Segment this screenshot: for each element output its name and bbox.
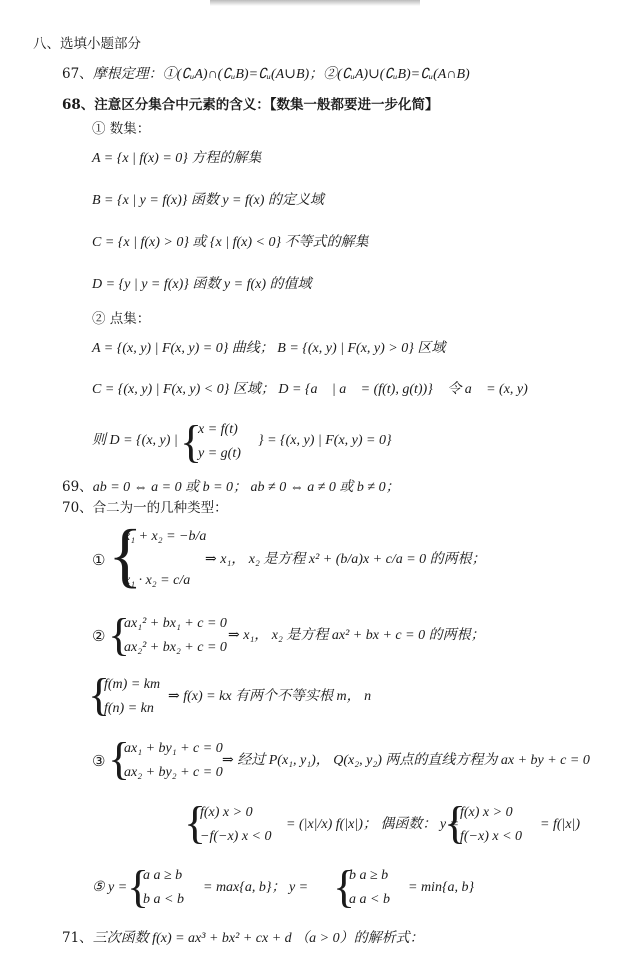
- left-brace: {: [444, 797, 467, 848]
- item-70-number: 70、: [62, 500, 93, 516]
- system-y: y = g(t): [198, 446, 241, 461]
- max-piece-1: a a ≥ b: [143, 868, 183, 883]
- set-b-domain: B = {x | y = f(x)} 函数 y = f(x) 的定义域: [92, 193, 324, 208]
- top-edge-fade: [210, 0, 420, 6]
- even-result: = f(|x|): [540, 817, 581, 832]
- left-brace: {: [88, 669, 111, 720]
- fn-equals-kn: f(n) = kn: [104, 701, 154, 716]
- even-piece-2: f(−x) x < 0: [460, 829, 523, 844]
- item-67-number: 67、: [62, 66, 93, 82]
- min-piece-1: b a ≥ b: [349, 868, 389, 883]
- circle-3-marker: ③: [92, 752, 106, 770]
- left-brace: {: [108, 515, 143, 595]
- circle-2-marker: ②: [92, 627, 106, 645]
- vieta-product: x₁ · x₂ = c/a: [124, 573, 191, 588]
- item-69-text: ab = 0 ⇔ a = 0 或 b = 0； ab ≠ 0 ⇔ a ≠ 0 或 b ≠ 0；: [92, 480, 400, 495]
- max-result: = max{a, b}； y =: [203, 880, 309, 895]
- point-set-line-3-right: } = {(x, y) | F(x, y) = 0}: [258, 433, 392, 448]
- item-68-number: 68、: [62, 97, 95, 113]
- item-71: [62, 930, 424, 948]
- min-piece-2: a a < b: [349, 892, 390, 907]
- item-67: [62, 66, 470, 84]
- left-brace: {: [333, 861, 356, 912]
- left-brace: {: [127, 861, 150, 912]
- left-brace: {: [108, 609, 131, 660]
- set-d-range: D = {y | y = f(x)} 函数 y = f(x) 的值域: [92, 277, 312, 292]
- number-set-heading: ① 数集：: [92, 121, 151, 137]
- item-69-number: 69、: [62, 479, 93, 495]
- max-piece-2: b a < b: [143, 892, 184, 907]
- fixed-point-result: ⇒ f(x) = kx 有两个不等实根 m， n: [168, 689, 372, 704]
- line-point-eq-1: ax₁ + by₁ + c = 0: [124, 741, 223, 756]
- set-c-inequality: C = {x | f(x) > 0} 或 {x | f(x) < 0} 不等式的解集: [92, 235, 369, 250]
- line-point-eq-2: ax₂ + by₂ + c = 0: [124, 765, 223, 780]
- vieta-result: ⇒ x₁， x₂ 是方程 x² + (b/a)x + c/a = 0 的两根；: [205, 552, 486, 567]
- odd-piece-2: −f(−x) x < 0: [200, 829, 272, 844]
- point-set-line-1: A = {(x, y) | F(x, y) = 0} 曲线； B = {(x, y) | F(x, y) > 0} 区域: [92, 341, 446, 356]
- set-a-solution-set: A = {x | f(x) = 0} 方程的解集: [92, 151, 262, 166]
- item-70-title: 合二为一的几种类型：: [92, 500, 228, 516]
- circle-1-marker: ①: [92, 551, 106, 569]
- root-eq-2: ax₂² + bx₂ + c = 0: [124, 640, 227, 655]
- item-70: [62, 500, 228, 517]
- left-brace: {: [180, 416, 203, 467]
- item-68-title: 注意区分集合中元素的含义：【数集一般都要进一步化简】: [94, 97, 439, 113]
- root-eq-1: ax₁² + bx₁ + c = 0: [124, 616, 227, 631]
- odd-result: = (|x|/x) f(|x|)； 偶函数： y =: [286, 817, 460, 832]
- point-set-line-3-left: 则 D = {(x, y) |: [92, 433, 178, 448]
- item-67-text: 摩根定理：①(∁ᵤA)∩(∁ᵤB)=∁ᵤ(A∪B)；②(∁ᵤA)∪(∁ᵤB)=∁ᵤ(A∩B): [92, 67, 470, 82]
- line-result: ⇒ 经过 P(x₁, y₁)， Q(x₂, y₂) 两点的直线方程为 ax + by + c = 0: [222, 753, 590, 768]
- fm-equals-km: f(m) = km: [104, 677, 161, 692]
- odd-piece-1: f(x) x > 0: [200, 805, 253, 820]
- system-x: x = f(t): [198, 422, 238, 437]
- vieta-sum: x₁ + x₂ = −b/a: [124, 529, 207, 544]
- min-result: = min{a, b}: [408, 880, 475, 895]
- item-68: [62, 97, 439, 114]
- circle-5-max: ⑤ y =: [92, 880, 128, 895]
- left-brace: {: [108, 733, 131, 784]
- point-set-line-2: C = {(x, y) | F(x, y) < 0} 区域； D = {a⃗ | a⃗ = (f(t), g(t))}， 令 a⃗ = (x, y)，: [92, 382, 539, 397]
- point-set-heading: ② 点集：: [92, 311, 151, 327]
- even-piece-1: f(x) x > 0: [460, 805, 513, 820]
- root-result: ⇒ x₁， x₂ 是方程 ax² + bx + c = 0 的两根；: [228, 628, 485, 643]
- item-69: [62, 479, 400, 497]
- left-brace: {: [184, 797, 207, 848]
- section-heading: 八、选填小题部分: [33, 36, 141, 52]
- item-71-number: 71、: [62, 930, 93, 946]
- item-71-text: 三次函数 f(x) = ax³ + bx² + cx + d （a > 0）的解析式：: [92, 931, 424, 946]
